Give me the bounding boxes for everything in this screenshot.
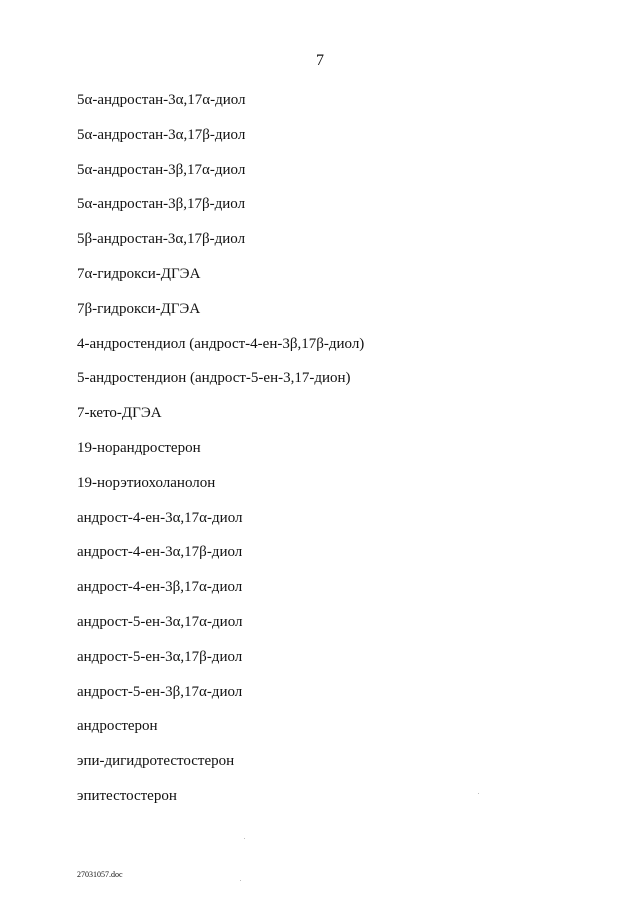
list-item: 5α-андростан-3α,17β-диол bbox=[77, 126, 246, 143]
list-item: андрост-5-ен-3α,17β-диол bbox=[77, 648, 243, 665]
list-item: 7β-гидрокси-ДГЭА bbox=[77, 300, 201, 317]
list-item: 19-норандростерон bbox=[77, 439, 201, 456]
list-item: 7-кето-ДГЭА bbox=[77, 405, 162, 422]
list-item: 4-андростендиол (андрост-4-ен-3β,17β-диол) bbox=[77, 335, 365, 352]
scan-speck bbox=[240, 880, 241, 881]
footer-filename: 27031057.doc bbox=[77, 870, 123, 879]
list-item: андрост-4-ен-3α,17α-диол bbox=[77, 509, 243, 526]
list-item: 19-норэтиохоланолон bbox=[77, 474, 216, 491]
list-item: андростерон bbox=[77, 718, 158, 735]
list-item: 7α-гидрокси-ДГЭА bbox=[77, 265, 201, 282]
list-item: андрост-5-ен-3α,17α-диол bbox=[77, 613, 243, 630]
list-item: андрост-4-ен-3β,17α-диол bbox=[77, 579, 243, 596]
list-item: 5α-андростан-3β,17β-диол bbox=[77, 196, 246, 213]
list-item: андрост-4-ен-3α,17β-диол bbox=[77, 544, 243, 561]
scan-speck bbox=[244, 838, 245, 839]
compound-list bbox=[77, 90, 364, 821]
scan-speck bbox=[478, 793, 479, 794]
list-item: эпи-дигидротестостерон bbox=[77, 753, 235, 770]
list-item: 5-андростендион (андрост-5-ен-3,17-дион) bbox=[77, 370, 351, 387]
page-number: 7 bbox=[316, 52, 324, 69]
list-item: эпитестостерон bbox=[77, 787, 177, 804]
list-item: андрост-5-ен-3β,17α-диол bbox=[77, 683, 243, 700]
list-item: 5β-андростан-3α,17β-диол bbox=[77, 231, 246, 248]
list-item: 5α-андростан-3β,17α-диол bbox=[77, 161, 246, 178]
list-item: 5α-андростан-3α,17α-диол bbox=[77, 92, 246, 108]
